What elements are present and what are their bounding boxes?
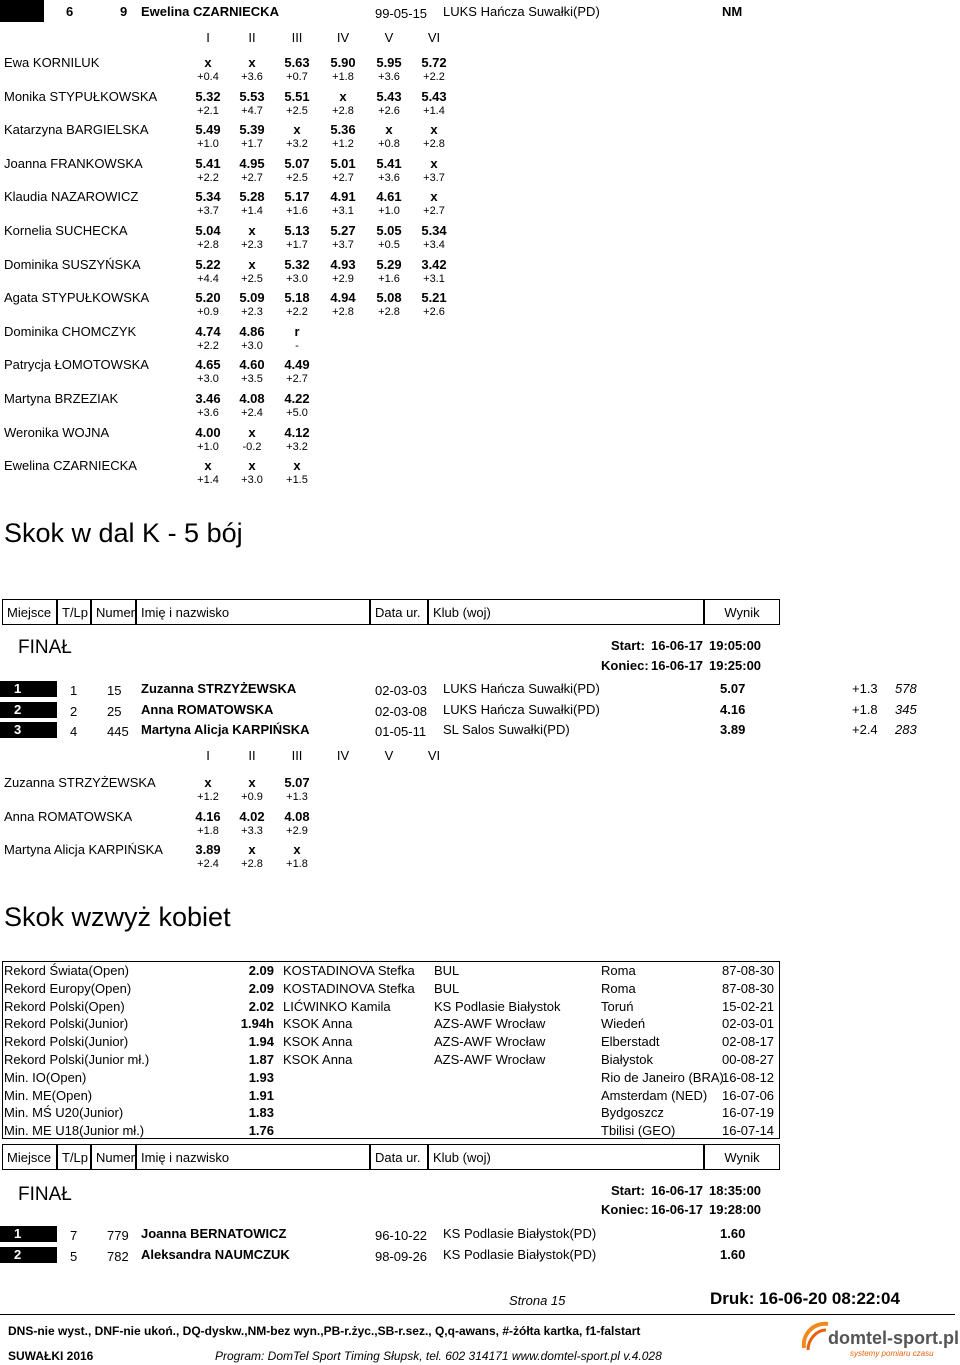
athlete-name: Anna ROMATOWSKA (141, 701, 274, 717)
record-date: 87-08-30 (722, 980, 775, 996)
date-of-birth: 01-05-11 (375, 724, 427, 740)
header-tlp: T/Lp (57, 599, 91, 625)
athlete-name: Martyna Alicja KARPIŃSKA (141, 722, 310, 738)
record-date: 16-07-19 (722, 1105, 775, 1121)
result: 1.60 (720, 1247, 746, 1262)
attempt-wind: +3.6 (197, 407, 219, 419)
attempt-wind: +3.6 (378, 71, 400, 83)
attempt-wind: +2.5 (286, 171, 308, 184)
club: LUKS Hańcza Suwałki(PD) (443, 701, 600, 717)
record-label: Rekord Polski(Junior) (4, 1034, 129, 1050)
athlete-name: Joanna FRANKOWSKA (4, 155, 143, 171)
record-place: Elberstadt (601, 1034, 660, 1050)
attempt-wind: +2.6 (423, 306, 445, 319)
attempt-wind: +2.3 (241, 306, 263, 319)
record-date: 16-07-06 (722, 1087, 775, 1103)
attempt-wind: +2.8 (241, 858, 263, 871)
attempt-result: 5.07 (284, 155, 310, 171)
attempt-result: 5.36 (330, 122, 356, 138)
record-date: 02-03-01 (722, 1016, 775, 1032)
club: LUKS Hańcza Suwałki(PD) (443, 681, 600, 696)
attempt-result: x (248, 55, 256, 70)
attempt-header: I (206, 30, 210, 45)
record-label: Min. MŚ U20(Junior) (4, 1105, 124, 1121)
athlete-name: Agata STYPUŁKOWSKA (4, 290, 150, 306)
record-club: BUL (434, 963, 460, 978)
record-label: Min. ME U18(Junior mł.) (4, 1123, 145, 1139)
attempt-result: x (430, 155, 438, 171)
points: 345 (895, 701, 917, 717)
attempt-result: 5.08 (376, 290, 402, 306)
attempt-header: VI (427, 748, 441, 763)
attempt-result: 4.95 (239, 155, 265, 171)
record-value: 1.87 (248, 1052, 274, 1067)
attempt-wind: +2.1 (197, 104, 219, 117)
footer-divider (0, 1314, 955, 1315)
record-label: Rekord Polski(Junior mł.) (4, 1052, 150, 1067)
attempt-wind: +1.4 (423, 104, 445, 117)
logo-subtitle: systemy pomiaru czasu (850, 1349, 934, 1358)
record-label: Min. IO(Open) (4, 1069, 87, 1085)
attempt-wind: +0.8 (378, 138, 400, 151)
attempt-result: 5.21 (421, 290, 447, 306)
points: 578 (895, 681, 917, 696)
attempt-result: x (204, 775, 212, 790)
page-number: Strona 15 (509, 1293, 566, 1308)
attempt-result: 5.53 (239, 88, 265, 104)
lp: 2 (70, 703, 78, 719)
record-club: BUL (434, 980, 460, 996)
club: KS Podlasie Białystok(PD) (443, 1247, 597, 1262)
result: 3.89 (720, 722, 746, 738)
attempt-result: 4.61 (376, 189, 402, 205)
attempt-wind: +0.4 (197, 71, 219, 83)
attempt-wind: +4.7 (241, 104, 263, 117)
header-tlp: T/Lp (57, 1144, 91, 1170)
record-value: 2.09 (248, 980, 274, 996)
attempt-wind: +0.9 (197, 306, 219, 319)
attempt-wind: +3.0 (286, 272, 308, 285)
attempt-result: r (294, 323, 300, 339)
attempt-header: II (248, 30, 256, 45)
attempt-result: 4.12 (284, 424, 310, 440)
athlete-name: Zuzanna STRZYŻEWSKA (4, 775, 156, 790)
attempt-result: 4.74 (195, 323, 221, 339)
attempt-result: 4.94 (330, 290, 356, 306)
attempt-wind: +0.5 (378, 239, 400, 251)
attempt-wind: +1.4 (197, 474, 219, 487)
athlete-name: Martyna BRZEZIAK (4, 391, 119, 406)
attempt-wind: +3.3 (241, 824, 263, 837)
top-row-pos: 6 (66, 4, 74, 19)
attempt-wind: +1.6 (286, 205, 308, 218)
attempt-result: 5.41 (376, 155, 402, 171)
result: 5.07 (720, 681, 746, 696)
attempt-wind: +3.6 (241, 71, 263, 83)
record-place: Rio de Janeiro (BRA) (601, 1069, 724, 1085)
header-numer: Numer (91, 599, 136, 625)
attempt-result: 5.18 (284, 290, 310, 306)
attempt-wind: +0.7 (286, 71, 308, 83)
attempt-wind: +1.0 (197, 138, 219, 151)
date-of-birth: 02-03-03 (375, 683, 428, 698)
attempt-result: 4.60 (239, 357, 265, 373)
result: 4.16 (720, 701, 746, 717)
attempt-result: 5.22 (195, 256, 221, 272)
attempt-result: 4.02 (239, 808, 265, 824)
attempt-result: 5.27 (330, 223, 356, 238)
attempt-result: 4.08 (239, 391, 265, 406)
record-holder: LIĆWINKO Kamila (283, 998, 391, 1014)
bib-number: 25 (107, 703, 122, 719)
attempt-wind: +2.4 (241, 407, 263, 419)
record-place: Toruń (601, 998, 634, 1014)
attempt-wind: +2.2 (197, 339, 219, 352)
record-label: Rekord Europy(Open) (4, 980, 132, 996)
attempt-result: 4.08 (284, 808, 310, 824)
record-holder: KOSTADINOVA Stefka (283, 963, 415, 978)
attempt-result: 4.93 (330, 256, 356, 272)
record-value: 1.76 (248, 1123, 274, 1139)
record-value: 1.94h (240, 1016, 274, 1032)
athlete-name: Weronika WOJNA (4, 424, 110, 440)
attempt-result: x (293, 458, 301, 474)
attempt-result: 5.09 (239, 290, 265, 306)
attempt-result: 5.49 (195, 122, 221, 138)
attempt-result: x (248, 775, 256, 790)
club: SL Salos Suwałki(PD) (443, 722, 570, 738)
attempt-wind: +1.5 (286, 474, 308, 487)
attempt-result: 5.29 (376, 256, 402, 272)
attempt-result: x (248, 424, 256, 440)
attempt-result: 5.34 (421, 223, 447, 238)
attempt-wind: +1.0 (378, 205, 400, 218)
athlete-name: Ewa KORNILUK (4, 55, 100, 70)
header-result: Wynik (704, 1144, 780, 1170)
top-row-dob: 99-05-15 (375, 6, 428, 21)
record-place: Tbilisi (GEO) (601, 1123, 676, 1139)
final-label: FINAŁ (18, 1184, 72, 1205)
attempt-wind: +3.0 (197, 373, 219, 386)
attempt-wind: +3.0 (241, 474, 263, 487)
attempt-result: 5.43 (421, 88, 447, 104)
athlete-name: Katarzyna BARGIELSKA (4, 122, 149, 138)
attempt-wind: +3.7 (423, 171, 445, 184)
attempt-wind: +2.8 (423, 138, 445, 151)
place-badge: 2 (0, 702, 57, 718)
wind: +2.4 (852, 722, 878, 738)
attempt-result: x (204, 55, 212, 70)
top-row-name: Ewelina CZARNIECKA (141, 4, 279, 19)
attempt-wind: +2.5 (286, 104, 308, 117)
header-dob: Data ur. (370, 1144, 428, 1170)
record-club: AZS-AWF Wrocław (434, 1034, 546, 1050)
header-club: Klub (woj) (428, 1144, 704, 1170)
athlete-name: Kornelia SUCHECKA (4, 223, 128, 238)
record-label: Min. ME(Open) (4, 1087, 93, 1103)
attempt-wind: +2.2 (197, 171, 219, 184)
attempt-result: 3.89 (195, 842, 221, 858)
athlete-name: Dominika CHOMCZYK (4, 323, 137, 339)
points: 283 (895, 722, 917, 738)
attempt-wind: +3.7 (197, 205, 219, 218)
record-holder: KSOK Anna (283, 1034, 353, 1050)
attempt-result: 5.39 (239, 122, 265, 138)
athlete-name: Klaudia NAZAROWICZ (4, 189, 139, 205)
attempt-wind: +1.8 (332, 71, 354, 83)
attempt-wind: +2.8 (197, 239, 219, 251)
athlete-name: Dominika SUSZYŃSKA (4, 256, 141, 272)
attempt-result: x (339, 88, 347, 104)
attempt-wind: +2.2 (286, 306, 308, 319)
attempt-result: 5.01 (330, 155, 356, 171)
attempt-result: 5.28 (239, 189, 265, 205)
attempt-header: IV (336, 748, 350, 763)
attempt-wind: +2.8 (332, 104, 354, 117)
header-name: Imię i nazwisko (136, 599, 370, 625)
attempt-wind: +5.0 (286, 407, 308, 419)
header-numer: Numer (91, 1144, 136, 1170)
attempt-wind: +1.4 (241, 205, 263, 218)
attempt-result: 3.46 (195, 391, 221, 406)
record-date: 02-08-17 (722, 1034, 775, 1050)
section-title: Skok wzwyż kobiet (4, 902, 231, 932)
attempt-result: x (248, 256, 256, 272)
event-name: SUWAŁKI 2016 (8, 1349, 94, 1363)
record-holder: KSOK Anna (283, 1016, 353, 1032)
top-row-result: NM (722, 4, 743, 19)
record-place: Białystok (601, 1052, 654, 1067)
record-value: 1.93 (248, 1069, 274, 1085)
header-club: Klub (woj) (428, 599, 704, 625)
athlete-name: Zuzanna STRZYŻEWSKA (141, 681, 297, 696)
athlete-name: Ewelina CZARNIECKA (4, 458, 137, 474)
record-place: Bydgoszcz (601, 1105, 664, 1121)
attempt-wind: +2.2 (423, 71, 445, 83)
attempt-header: I (206, 748, 210, 763)
athlete-name: Aleksandra NAUMCZUK (141, 1247, 290, 1262)
record-date: 00-08-27 (722, 1052, 775, 1067)
record-value: 1.94 (248, 1034, 274, 1050)
attempt-result: 5.32 (284, 256, 310, 272)
attempt-result: 5.07 (284, 775, 310, 790)
lp: 4 (70, 724, 78, 740)
date-of-birth: 02-03-08 (375, 703, 428, 719)
attempt-wind: +2.8 (332, 306, 354, 319)
attempt-wind: +1.8 (286, 858, 308, 871)
attempt-header: III (291, 748, 303, 763)
attempt-result: x (293, 842, 301, 858)
record-value: 2.02 (248, 998, 274, 1014)
logo-swirl-icon (800, 1318, 830, 1352)
athlete-name: Martyna Alicja KARPIŃSKA (4, 842, 163, 858)
top-row-pos-bar (0, 0, 44, 22)
record-date: 15-02-21 (722, 998, 775, 1014)
lp: 1 (70, 683, 78, 698)
attempt-header: VI (427, 30, 441, 45)
attempt-wind: +3.1 (423, 272, 445, 285)
attempt-result: 5.43 (376, 88, 402, 104)
result: 1.60 (720, 1226, 746, 1241)
attempt-result: 5.04 (195, 223, 221, 238)
athlete-name: Anna ROMATOWSKA (4, 808, 133, 824)
bib-number: 779 (107, 1228, 129, 1243)
footer-legend: DNS-nie wyst., DNF-nie ukoń., DQ-dyskw.,NM-bez wyn.,PB-r.życ.,SB-r.sez., Q,q-awans, #-żółta kartka, f1-falstart (8, 1324, 641, 1338)
attempt-wind: +2.5 (241, 272, 263, 285)
bib-number: 15 (107, 683, 122, 698)
attempt-wind: +2.9 (332, 272, 354, 285)
place-badge: 1 (0, 1226, 57, 1242)
attempt-result: x (293, 122, 301, 138)
athlete-name: Patrycja ŁOMOTOWSKA (4, 357, 149, 373)
attempt-wind: +2.9 (286, 824, 308, 837)
logo-text: domtel-sport.pl (828, 1328, 959, 1348)
header-dob: Data ur. (370, 599, 428, 625)
record-date: 87-08-30 (722, 963, 775, 978)
attempt-header: III (291, 30, 303, 45)
record-place: Roma (601, 980, 636, 996)
attempt-wind: - (295, 339, 299, 352)
record-place: Wiedeń (601, 1016, 646, 1032)
record-label: Rekord Polski(Junior) (4, 1016, 129, 1032)
attempt-wind: +3.7 (332, 239, 354, 251)
attempt-wind: +2.7 (332, 171, 354, 184)
attempt-result: 5.17 (284, 189, 310, 205)
attempt-wind: +1.6 (378, 272, 400, 285)
record-value: 1.91 (248, 1087, 274, 1103)
attempt-wind: +3.4 (423, 239, 445, 251)
bib-number: 445 (107, 724, 129, 740)
club: KS Podlasie Białystok(PD) (443, 1226, 597, 1241)
attempt-result: x (430, 122, 438, 138)
athlete-name: Joanna BERNATOWICZ (141, 1226, 287, 1241)
attempt-result: x (204, 458, 212, 474)
wind: +1.3 (852, 681, 878, 696)
attempt-wind: +2.8 (378, 306, 400, 319)
attempt-result: 5.72 (421, 55, 447, 70)
attempt-result: 5.95 (376, 55, 402, 70)
attempt-result: 4.16 (195, 808, 221, 824)
header-miejsce: Miejsce (2, 599, 57, 625)
lp: 5 (70, 1249, 78, 1264)
attempt-wind: +2.6 (378, 104, 400, 117)
record-club: AZS-AWF Wrocław (434, 1016, 546, 1032)
record-label: Rekord Świata(Open) (4, 963, 129, 978)
record-club: KS Podlasie Białystok (434, 998, 561, 1014)
attempt-result: 5.05 (376, 223, 402, 238)
top-row-club: LUKS Hańcza Suwałki(PD) (443, 4, 600, 19)
attempt-result: 5.32 (195, 88, 221, 104)
attempt-wind: +1.7 (286, 239, 308, 251)
attempt-header: V (384, 30, 394, 45)
attempt-result: x (248, 223, 256, 238)
attempt-wind: +1.8 (197, 824, 219, 837)
attempt-wind: +3.2 (286, 138, 308, 151)
date-of-birth: 98-09-26 (375, 1249, 428, 1264)
attempt-header: V (384, 748, 394, 763)
date-of-birth: 96-10-22 (375, 1228, 428, 1243)
attempt-result: 4.00 (195, 424, 221, 440)
attempt-result: x (248, 458, 256, 474)
attempt-wind: +4.4 (197, 272, 219, 285)
attempt-wind: +2.4 (197, 858, 219, 871)
attempt-result: 5.63 (284, 55, 310, 70)
attempt-result: x (248, 842, 256, 858)
attempt-result: 4.65 (195, 357, 221, 373)
athlete-name: Monika STYPUŁKOWSKA (4, 88, 158, 104)
record-date: 16-07-14 (722, 1123, 775, 1139)
header-name: Imię i nazwisko (136, 1144, 370, 1170)
attempt-wind: +2.7 (423, 205, 445, 218)
attempt-result: 4.91 (330, 189, 356, 205)
record-place: Roma (601, 963, 636, 978)
attempt-result: x (430, 189, 438, 205)
record-value: 1.83 (248, 1105, 274, 1121)
attempt-result: 5.41 (195, 155, 221, 171)
attempt-result: 5.13 (284, 223, 310, 238)
record-label: Rekord Polski(Open) (4, 998, 125, 1014)
attempt-wind: +2.3 (241, 239, 263, 251)
attempt-result: x (385, 122, 393, 138)
wind: +1.8 (852, 701, 878, 717)
header-result: Wynik (704, 599, 780, 625)
lp: 7 (70, 1228, 78, 1243)
attempt-header: II (248, 748, 256, 763)
attempt-wind: +1.2 (197, 791, 219, 803)
top-row-lp: 9 (120, 4, 128, 19)
record-holder: KOSTADINOVA Stefka (283, 980, 415, 996)
record-club: AZS-AWF Wrocław (434, 1052, 546, 1067)
attempt-header: IV (336, 30, 350, 45)
attempt-wind: +0.9 (241, 791, 263, 803)
attempt-wind: +3.0 (241, 339, 263, 352)
attempt-wind: -0.2 (242, 440, 262, 453)
record-place: Amsterdam (NED) (601, 1087, 708, 1103)
header-miejsce: Miejsce (2, 1144, 57, 1170)
record-value: 2.09 (248, 963, 274, 978)
attempt-result: 4.86 (239, 323, 265, 339)
final-label: FINAŁ (18, 637, 72, 658)
attempt-wind: +3.6 (378, 171, 400, 184)
attempt-result: 4.49 (284, 357, 310, 373)
attempt-result: 4.22 (284, 391, 310, 406)
attempt-wind: +1.3 (286, 791, 308, 803)
record-holder: KSOK Anna (283, 1052, 353, 1067)
attempt-wind: +1.7 (241, 138, 263, 151)
attempt-wind: +3.1 (332, 205, 354, 218)
place-badge: 1 (0, 681, 57, 697)
place-badge: 3 (0, 722, 57, 738)
attempt-wind: +2.7 (286, 373, 308, 386)
attempt-result: 5.34 (195, 189, 221, 205)
place-badge: 2 (0, 1247, 57, 1263)
attempt-result: 3.42 (421, 256, 447, 272)
print-date: Druk: 16-06-20 08:22:04 (710, 1289, 900, 1308)
attempt-wind: +2.7 (241, 171, 263, 184)
section-title: Skok w dal K - 5 bój (4, 518, 243, 548)
attempt-wind: +1.2 (332, 138, 354, 151)
attempt-result: 5.90 (330, 55, 356, 70)
attempt-wind: +3.5 (241, 373, 263, 386)
attempt-wind: +1.0 (197, 440, 219, 453)
attempt-result: 5.51 (284, 88, 310, 104)
bib-number: 782 (107, 1249, 129, 1264)
attempt-result: 5.20 (195, 290, 221, 306)
record-date: 16-08-12 (722, 1069, 775, 1085)
program-info: Program: DomTel Sport Timing Słupsk, tel. 602 314171 www.domtel-sport.pl v.4.028 (215, 1349, 662, 1363)
attempt-wind: +3.2 (286, 440, 308, 453)
